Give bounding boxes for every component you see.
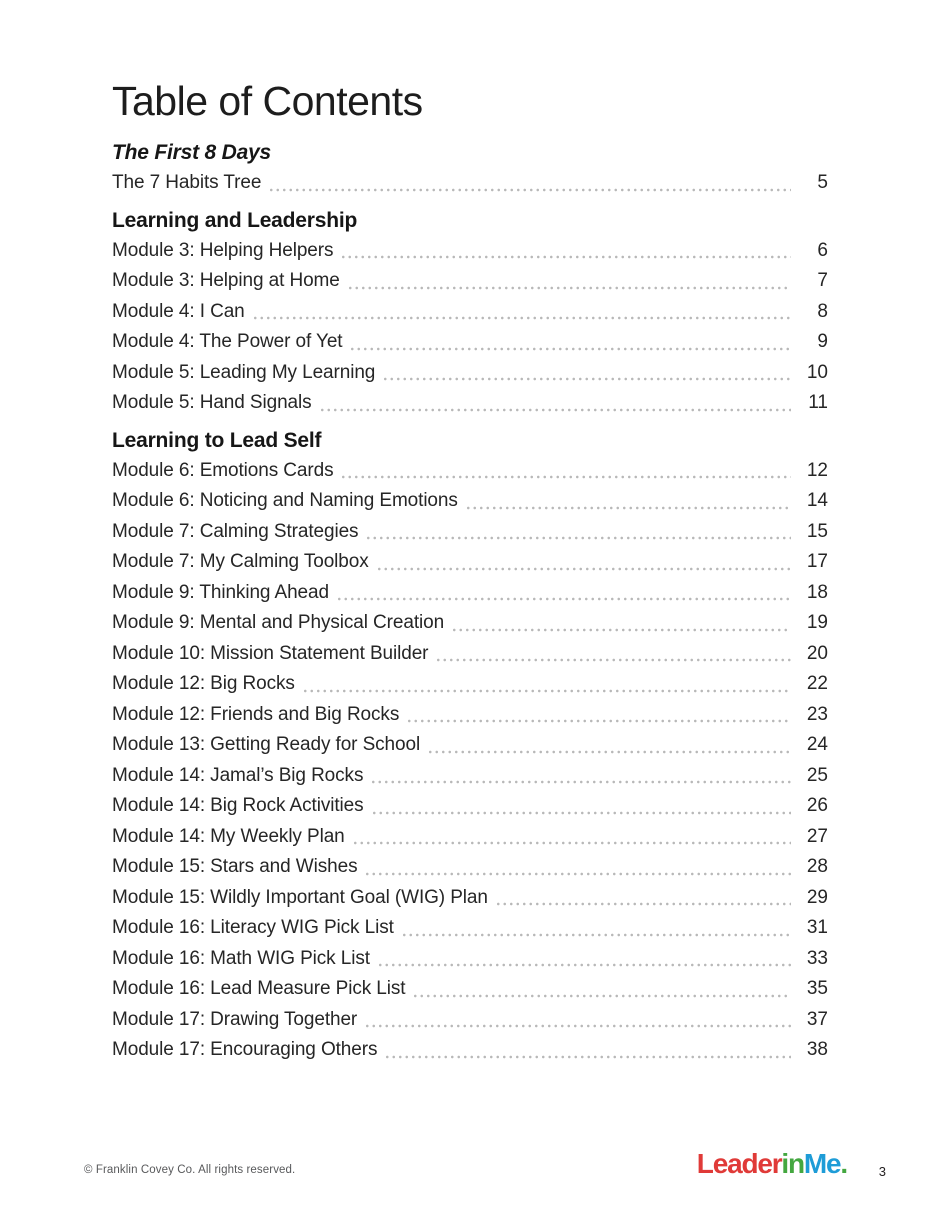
- dotted-leader: [319, 388, 791, 419]
- entry-title: Module 14: Big Rock Activities: [112, 795, 364, 816]
- entry-title: Module 17: Drawing Together: [112, 1008, 358, 1030]
- entry-page-number: 17: [806, 551, 828, 572]
- entry-page-number: 31: [806, 917, 828, 938]
- entry-title: Module 16: Math WIG Pick List: [112, 947, 370, 969]
- dotted-leader: [406, 700, 791, 731]
- folio-page-number: 3: [878, 1164, 886, 1179]
- toc-entry[interactable]: [112, 883, 828, 914]
- toc-section: [112, 138, 828, 199]
- entry-page-number: 19: [806, 612, 828, 633]
- toc-entry[interactable]: [112, 608, 828, 639]
- entry-title: Module 6: Noticing and Naming Emotions: [112, 490, 458, 511]
- dotted-leader: [435, 639, 791, 670]
- dotted-leader: [495, 883, 791, 914]
- entry-page-number: 23: [806, 703, 828, 725]
- entry-title: Module 5: Hand Signals: [112, 392, 312, 413]
- entry-title: Module 12: Big Rocks: [112, 673, 295, 694]
- dotted-leader: [382, 358, 791, 389]
- dotted-leader: [349, 327, 791, 358]
- toc-entry[interactable]: [112, 700, 828, 731]
- entry-page-number: 25: [806, 764, 828, 786]
- copyright-text: © Franklin Covey Co. All rights reserved.: [84, 1164, 296, 1176]
- toc-entry[interactable]: [112, 297, 828, 328]
- entry-title: Module 16: Lead Measure Pick List: [112, 978, 406, 999]
- entry-title: Module 17: Encouraging Others: [112, 1039, 378, 1060]
- toc-section: [112, 206, 828, 419]
- entry-page-number: 28: [806, 856, 828, 877]
- entry-page-number: 20: [806, 642, 828, 664]
- entry-page-number: 29: [806, 886, 828, 908]
- entry-page-number: 37: [806, 1008, 828, 1030]
- dotted-leader: [377, 944, 791, 975]
- entry-page-number: 26: [806, 795, 828, 816]
- entry-page-number: 12: [806, 459, 828, 481]
- section-heading: The First 8 Days: [112, 141, 272, 164]
- dotted-leader: [364, 852, 791, 883]
- entry-title: Module 4: I Can: [112, 300, 245, 322]
- toc-entry[interactable]: [112, 388, 828, 419]
- toc-entry[interactable]: [112, 327, 828, 358]
- entry-page-number: 8: [817, 300, 828, 322]
- entry-page-number: 10: [806, 361, 828, 383]
- leader-in-me-logo: [697, 1148, 847, 1180]
- entry-page-number: 9: [817, 331, 828, 352]
- entry-page-number: 33: [806, 947, 828, 969]
- toc-entry[interactable]: [112, 236, 828, 267]
- entry-title: Module 4: The Power of Yet: [112, 331, 343, 352]
- entry-page-number: 11: [808, 392, 828, 413]
- toc-entry[interactable]: [112, 517, 828, 548]
- toc-entry[interactable]: [112, 266, 828, 297]
- entry-page-number: 35: [806, 978, 828, 999]
- entry-title: Module 15: Wildly Important Goal (WIG) Plan: [112, 886, 488, 908]
- toc-entry[interactable]: [112, 822, 828, 853]
- dotted-leader: [376, 547, 791, 578]
- entry-page-number: 22: [806, 673, 828, 694]
- toc-entry[interactable]: [112, 761, 828, 792]
- toc-content: [112, 78, 828, 1066]
- entry-title: Module 9: Mental and Physical Creation: [112, 612, 445, 633]
- entry-title: Module 7: My Calming Toolbox: [112, 551, 369, 572]
- dotted-leader: [365, 517, 791, 548]
- dotted-leader: [465, 486, 791, 517]
- entry-title: Module 12: Friends and Big Rocks: [112, 703, 400, 725]
- toc-entry[interactable]: [112, 1035, 828, 1066]
- entry-page-number: 5: [817, 172, 828, 193]
- page-title: Table of Contents: [112, 78, 423, 124]
- dotted-leader: [364, 1005, 791, 1036]
- toc-entry[interactable]: [112, 358, 828, 389]
- dotted-leader: [451, 608, 791, 639]
- entry-title: Module 7: Calming Strategies: [112, 520, 359, 542]
- dotted-leader: [340, 236, 791, 267]
- toc-entry[interactable]: [112, 639, 828, 670]
- entry-title: Module 13: Getting Ready for School: [112, 734, 421, 755]
- toc-section: [112, 426, 828, 1066]
- toc-entry[interactable]: [112, 168, 828, 199]
- entry-title: Module 15: Stars and Wishes: [112, 856, 358, 877]
- entry-title: Module 14: My Weekly Plan: [112, 825, 345, 847]
- dotted-leader: [252, 297, 791, 328]
- toc-entry[interactable]: [112, 974, 828, 1005]
- dotted-leader: [384, 1035, 791, 1066]
- section-heading: Learning to Lead Self: [112, 428, 322, 452]
- entry-page-number: 24: [806, 734, 828, 755]
- entry-title: The 7 Habits Tree: [112, 172, 262, 193]
- entry-title: Module 10: Mission Statement Builder: [112, 642, 429, 664]
- dotted-leader: [340, 456, 791, 487]
- dotted-leader: [268, 168, 791, 199]
- dotted-leader: [401, 913, 791, 944]
- entry-title: Module 16: Literacy WIG Pick List: [112, 917, 394, 938]
- toc-entry[interactable]: [112, 578, 828, 609]
- dotted-leader: [336, 578, 791, 609]
- entry-title: Module 6: Emotions Cards: [112, 459, 334, 481]
- entry-title: Module 9: Thinking Ahead: [112, 581, 329, 603]
- logo-part-me: Me: [803, 1148, 841, 1179]
- entry-page-number: 15: [806, 520, 828, 542]
- dotted-leader: [412, 974, 791, 1005]
- entry-title: Module 3: Helping Helpers: [112, 239, 334, 261]
- dotted-leader: [302, 669, 791, 700]
- entry-title: Module 5: Leading My Learning: [112, 361, 376, 383]
- dotted-leader: [371, 791, 791, 822]
- logo-dot: .: [840, 1148, 847, 1179]
- section-heading: Learning and Leadership: [112, 208, 358, 232]
- toc-entry[interactable]: [112, 547, 828, 578]
- logo-part-in: in: [781, 1148, 804, 1179]
- page-footer: [0, 1140, 940, 1200]
- entry-page-number: 6: [817, 239, 828, 261]
- toc-entry[interactable]: [112, 852, 828, 883]
- toc-entry[interactable]: [112, 913, 828, 944]
- dotted-leader: [347, 266, 791, 297]
- toc-entry[interactable]: [112, 944, 828, 975]
- entry-page-number: 14: [806, 490, 828, 511]
- dotted-leader: [352, 822, 791, 853]
- entry-title: Module 3: Helping at Home: [112, 270, 340, 291]
- entry-page-number: 38: [806, 1039, 828, 1060]
- entry-page-number: 18: [806, 581, 828, 603]
- dotted-leader: [370, 761, 791, 792]
- entry-page-number: 7: [817, 270, 828, 291]
- logo-part-leader: Leader: [696, 1148, 782, 1179]
- entry-page-number: 27: [806, 825, 828, 847]
- toc-entry[interactable]: [112, 486, 828, 517]
- toc-entry[interactable]: [112, 730, 828, 761]
- toc-entry[interactable]: [112, 456, 828, 487]
- toc-entry[interactable]: [112, 669, 828, 700]
- entry-title: Module 14: Jamal’s Big Rocks: [112, 764, 364, 786]
- toc-entry[interactable]: [112, 791, 828, 822]
- toc-entry[interactable]: [112, 1005, 828, 1036]
- dotted-leader: [427, 730, 791, 761]
- toc-sections: [112, 138, 828, 1066]
